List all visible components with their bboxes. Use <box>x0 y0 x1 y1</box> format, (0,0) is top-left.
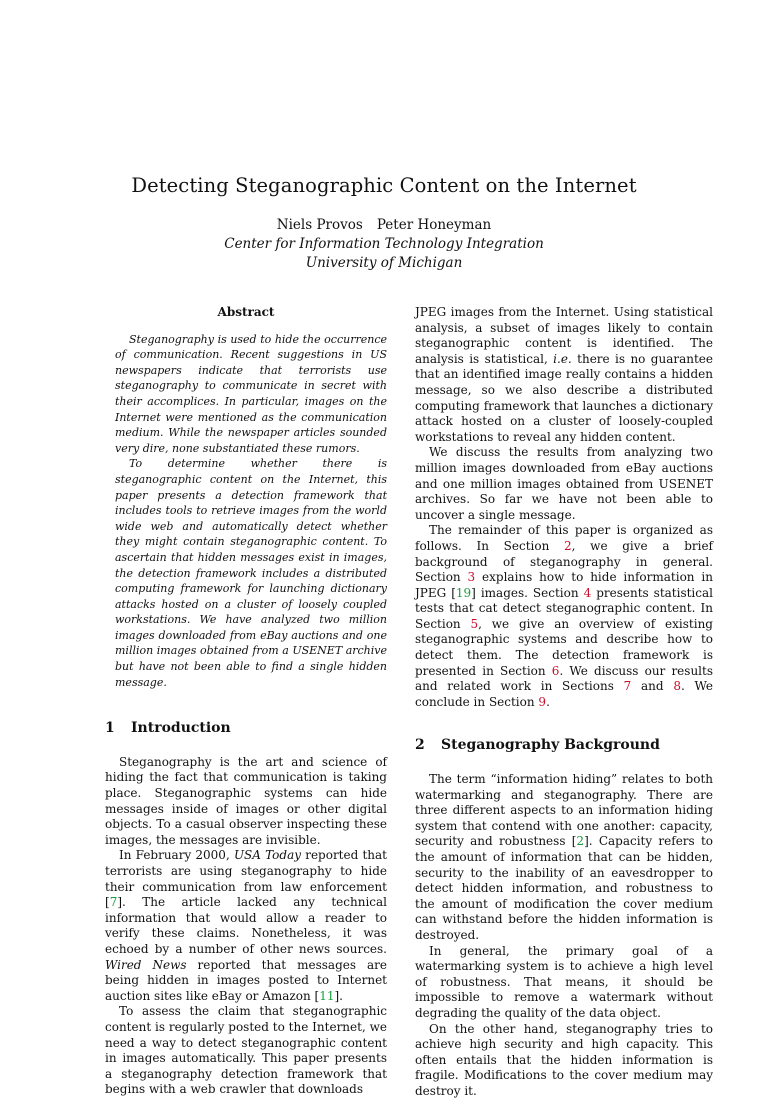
citation-link[interactable]: 2 <box>576 834 585 849</box>
author-name: Niels Provos <box>276 217 363 233</box>
section-title: Introduction <box>131 720 231 737</box>
citation-link[interactable]: 19 <box>455 585 472 600</box>
paper-title: Detecting Steganographic Content on the Internet <box>131 174 637 197</box>
section-heading-background <box>415 738 713 754</box>
body-paragraph: In general, the primary goal of a watermarking system is to achieve a high level of robustness. That means, it should be impossible to remove a watermark without degrading the quality of the data object. <box>415 943 713 1020</box>
right-column <box>415 305 713 1100</box>
section-link[interactable]: 5 <box>470 616 479 631</box>
section-heading-introduction <box>105 721 387 737</box>
body-paragraph: We discuss the results from analyzing two million images downloaded from eBay auctions and one million images obtained from USENET archives. So far we have not been able to uncover a single message. <box>415 445 713 522</box>
body-paragraph: On the other hand, steganography tries to achieve high security and high capacity. This often entails that the hidden information is fragile. Modifications to the cover medium may destroy it. <box>415 1021 713 1098</box>
citation-link[interactable]: 11 <box>319 988 335 1003</box>
introduction-body <box>105 755 387 1098</box>
abstract-paragraph: Steganography is used to hide the occurrence of communication. Recent suggestions in US newspapers indicate that terrorists use steganography to communicate in secret with their accomplices. In particular, images on the Internet were mentioned as the communication medium. While the newspaper articles sounded very dire, none substantiated these rumors. <box>115 332 387 455</box>
affiliation-center: Center for Information Technology Integration <box>224 236 544 252</box>
background-body <box>415 772 713 1099</box>
section-link[interactable]: 7 <box>623 679 632 694</box>
body-paragraph: The remainder of this paper is organized as follows. In Section 2, we give a brief background of steganography in general. Section 3 explains how to hide information in JPEG [19] images. Section 4 presents statistical tests that cat detect steganographic content. In Section 5, we give an overview of existing steganographic systems and describe how to detect them. The detection framework is presented in Section 6. We discuss our results and related work in Sections 7 and 8. We conclude in Section 9. <box>415 523 713 709</box>
left-column <box>105 305 387 1098</box>
body-paragraph: JPEG images from the Internet. Using statistical analysis, a subset of images likely to contain steganographic content is identified. The analysis is statistical, i.e. there is no guarantee that an identified image really contains a hidden message, so we also describe a distributed computing framework that launches a dictionary attack hosted on a cluster of loosely-coupled workstations to reveal any hidden content. <box>415 305 714 444</box>
section-link[interactable]: 8 <box>673 679 681 694</box>
section-link[interactable]: 3 <box>467 570 476 585</box>
affiliation-university: University of Michigan <box>305 255 463 271</box>
body-paragraph: In February 2000, USA Today reported that terrorists are using steganography to hide their communication from law enforcement [7]. The article lacked any technical information that would allow a reader to verify these claims. Nonetheless, it was echoed by a number of other news sources. Wired News reported that messages are being hidden in images posted to Internet auction sites like eBay or Amazon [11]. <box>105 848 387 1003</box>
citation-link[interactable]: 7 <box>109 895 118 910</box>
section-link[interactable]: 4 <box>583 585 592 600</box>
author-name: Peter Honeyman <box>376 217 492 233</box>
author-block <box>0 216 768 273</box>
body-paragraph: To assess the claim that steganographic content is regularly posted to the Internet, we need a way to detect steganographic content in images automatically. This paper presents a steganography detection framework that begins with a web crawler that downloads <box>105 1004 387 1097</box>
section-number: 2 <box>415 737 425 754</box>
section-link[interactable]: 6 <box>551 663 560 678</box>
section-link[interactable]: 2 <box>564 538 572 553</box>
abstract-heading: Abstract <box>217 305 275 319</box>
publication-name: USA Today <box>233 848 302 863</box>
body-paragraph: Steganography is the art and science of hiding the fact that communication is taking place. Steganographic systems can hide messages inside of images or other digital objects. To a casual observer inspecting these images, the messages are invisible. <box>105 754 387 847</box>
introduction-continued <box>415 305 713 710</box>
abstract-paragraph: To determine whether there is steganographic content on the Internet, this paper presents a detection framework that includes tools to retrieve images from the world wide web and automatically detect whether they might contain steganographic content. To ascertain that hidden messages exist in images, the detection framework includes a distributed computing framework for launching dictionary attacks hosted on a cluster of loosely coupled workstations. We have analyzed two million images downloaded from eBay auctions and one million images obtained from a USENET archive but have not been able to find a single hidden message. <box>115 457 387 689</box>
section-number: 1 <box>105 720 115 737</box>
abstract-body <box>105 332 387 691</box>
body-paragraph: The term “information hiding” relates to both watermarking and steganography. There are three different aspects to an information hiding system that contend with one another: capacity, security and robustness [2]. Capacity refers to the amount of information that can be hidden, security to the inability of an eavesdropper to detect hidden information, and robustness to the amount of modification the cover medium can withstand before the hidden information is destroyed. <box>415 772 714 942</box>
author-names <box>0 216 768 235</box>
section-link[interactable]: 9 <box>538 694 547 709</box>
section-title: Steganography Background <box>441 737 660 754</box>
publication-name: Wired News <box>105 957 187 972</box>
